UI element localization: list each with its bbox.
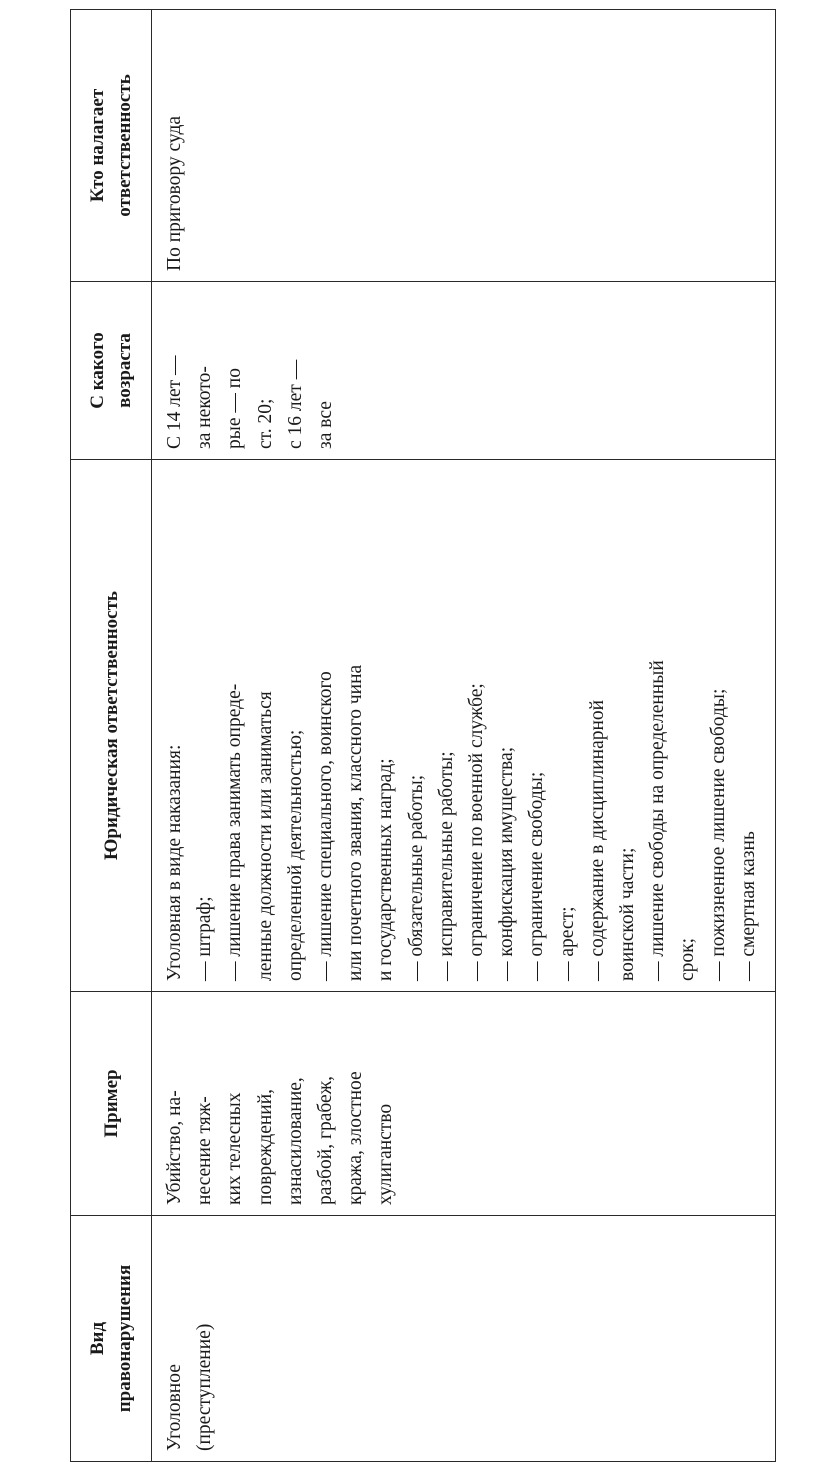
cell-who-imposes xyxy=(152,10,776,282)
cell-text-line: — лишение специального, воинского xyxy=(315,671,337,981)
cell-text-line: — пожизненное лишение свободы; xyxy=(707,688,729,981)
cell-text-line: — ограничение по военной службе; xyxy=(466,683,488,981)
cell-text-line: — лишение права занимать опреде- xyxy=(224,683,246,981)
cell-text-line: По приговору суда xyxy=(164,115,185,271)
header-text-line: С какого xyxy=(87,332,108,409)
table-row xyxy=(152,10,776,1462)
cell-text-line: хулиганство xyxy=(375,1103,397,1205)
cell-text-line: — конфискация имущества; xyxy=(496,746,518,981)
cell-text-line: — ограничение свободы; xyxy=(526,771,548,981)
cell-text-line: С 14 лет — xyxy=(164,355,185,449)
cell-text-line: — арест; xyxy=(556,906,578,981)
cell-text-line: — исправительные работы; xyxy=(435,751,457,981)
cell-text-line: кража, злостное xyxy=(345,1071,367,1205)
header-example xyxy=(71,992,152,1216)
header-text-line: Вид xyxy=(87,1321,108,1356)
cell-text-line: (преступление) xyxy=(194,1323,216,1451)
cell-text-line: ст. 20; xyxy=(254,398,276,449)
cell-text-line: ких телесных xyxy=(224,1092,246,1205)
header-who-imposes xyxy=(71,10,152,282)
rotated-table-wrapper xyxy=(70,10,776,1462)
cell-text-line: воинской части; xyxy=(617,847,639,981)
cell-text-line: — смертная казнь xyxy=(737,831,759,981)
cell-text-line: — обязательные работы; xyxy=(405,774,427,981)
cell-text-line: — лишение свободы на определенный xyxy=(647,660,669,981)
cell-text-line: за все xyxy=(315,401,337,449)
cell-text-line: рые — по xyxy=(224,368,246,449)
header-text-line: ответственность xyxy=(114,74,135,217)
header-text-line: правонарушения xyxy=(114,1264,135,1413)
cell-text-line: — содержание в дисциплинарной xyxy=(586,699,608,981)
responsibility-table xyxy=(70,9,776,1462)
header-text-line: Пример xyxy=(100,1069,122,1138)
cell-text-line: несение тяж- xyxy=(194,1096,216,1205)
cell-text-line: ленные должности или заниматься xyxy=(254,691,276,981)
header-text-line: возраста xyxy=(114,333,135,408)
header-text-line: Кто налагает xyxy=(87,88,108,203)
cell-text-line: Уголовное xyxy=(164,1364,185,1451)
cell-from-age xyxy=(152,282,776,460)
header-from-age xyxy=(71,282,152,460)
header-row xyxy=(71,10,152,1462)
header-offense-type xyxy=(71,1216,152,1462)
cell-example xyxy=(152,992,776,1216)
cell-text-line: определенной деятельностью; xyxy=(284,729,306,981)
cell-offense-type xyxy=(152,1216,776,1462)
cell-text-line: с 16 лет — xyxy=(284,359,306,449)
cell-text-line: — штраф; xyxy=(194,896,216,981)
cell-text-line: разбой, грабеж, xyxy=(315,1075,337,1205)
cell-text-line: изнасилование, xyxy=(284,1077,306,1205)
header-text-line: Юридическая ответственность xyxy=(100,591,122,860)
cell-text-line: срок; xyxy=(677,937,699,981)
cell-text-line: за некото- xyxy=(194,366,216,449)
cell-text-line: Уголовная в виде наказания: xyxy=(164,744,185,981)
cell-legal-liability xyxy=(152,460,776,992)
header-legal-liability xyxy=(71,460,152,992)
cell-text-line: повреждений, xyxy=(254,1088,276,1205)
cell-text-line: и государственных наград; xyxy=(375,758,397,981)
cell-text-line: Убийство, на- xyxy=(164,1090,185,1205)
cell-text-line: или почетного звания, классного чина xyxy=(345,664,367,981)
